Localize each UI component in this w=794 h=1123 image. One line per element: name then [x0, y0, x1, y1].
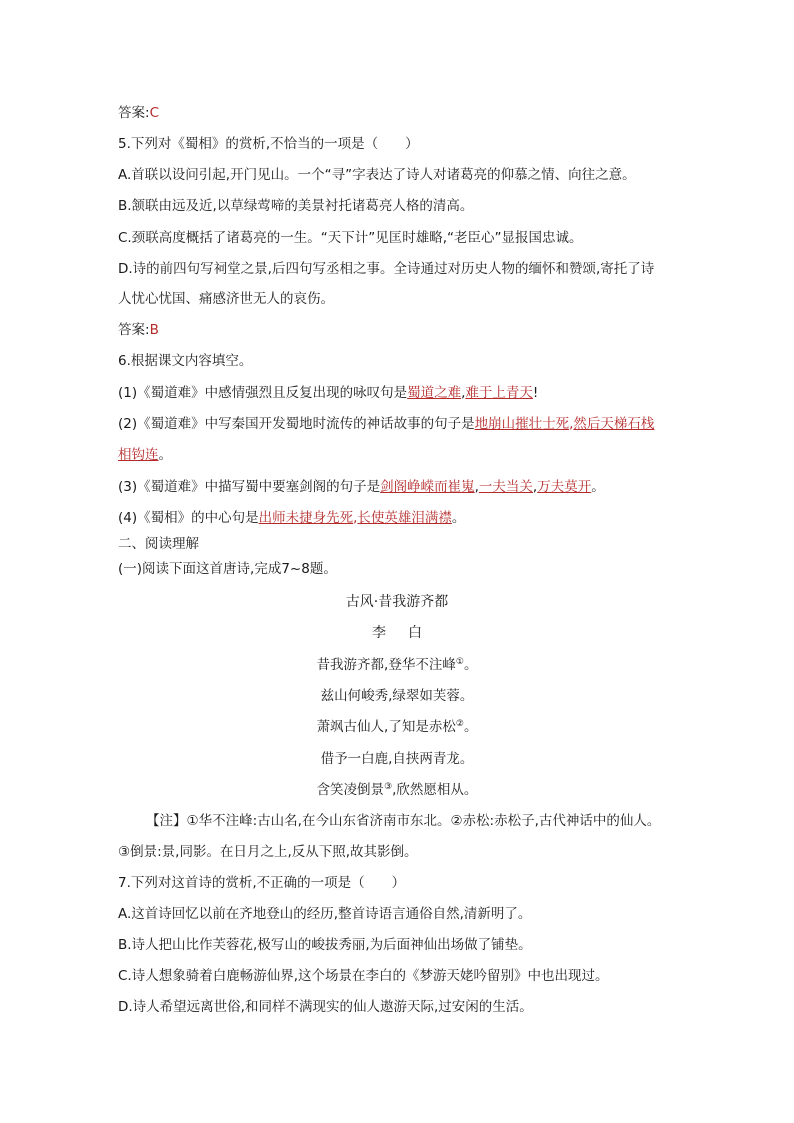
- q7-stem: 7.下列对这首诗的赏析,不正确的一项是（ ）: [118, 875, 406, 891]
- punct: 。: [591, 479, 605, 495]
- q5-option-b: B.颔联由远及近,以草绿莺啼的美景衬托诸葛亮人格的清高。: [118, 198, 474, 214]
- footnote-mark: ②: [455, 719, 464, 729]
- poem-text: 含笑凌倒景: [316, 782, 385, 798]
- item-text: (2)《蜀道难》中写秦国开发蜀地时流传的神话故事的句子是: [118, 416, 475, 432]
- q6-item-2-cont: [118, 446, 172, 464]
- q7-option-c: C.诗人想象骑着白鹿畅游仙界,这个场景在李白的《梦游天姥吟留别》中也出现过。: [118, 968, 609, 984]
- q6-item-1: [118, 384, 538, 402]
- q6-item-2: [118, 415, 654, 433]
- answer-value: B: [149, 322, 159, 338]
- q6-item-4: [118, 509, 465, 527]
- fill-answer: 难于上青天: [465, 385, 533, 401]
- fill-answer: 剑阁峥嵘而崔嵬: [380, 479, 475, 495]
- punct: ,: [353, 510, 358, 526]
- punct: ,: [532, 479, 538, 495]
- q5-option-c: C.颈联高度概括了诸葛亮的一生。“天下计”见匡时雄略,“老臣心”显报国忠诚。: [118, 230, 583, 246]
- punct: ,: [474, 479, 479, 495]
- punct: ,: [569, 416, 574, 432]
- q7-option-b: B.诗人把山比作芙蓉花,极写山的峻拔秀丽,为后面神仙出场做了铺垫。: [118, 937, 532, 953]
- section-heading: 二、阅读理解: [118, 536, 199, 552]
- author-char: 白: [408, 625, 422, 641]
- footnote-mark: ①: [455, 657, 464, 667]
- poem-line-4: 借予一白鹿,自挟两青龙。: [320, 751, 474, 767]
- q5-option-d-line2: 人忧心忧国、痛感济世无人的哀伤。: [118, 291, 334, 307]
- fill-answer: 长使英雄泪满襟: [357, 510, 452, 526]
- q6-item-3: [118, 478, 605, 496]
- fill-answer: 蜀道之难: [407, 385, 462, 401]
- fill-answer: 地崩山摧壮士死: [474, 416, 570, 432]
- answer-label: 答案:: [118, 105, 150, 121]
- q7-option-a: A.这首诗回忆以前在齐地登山的经历,整首诗语言通俗自然,清新明了。: [118, 906, 532, 922]
- poem-note-line1: 【注】①华不注峰:古山名,在今山东省济南市东北。②赤松:赤松子,古代神话中的仙人。: [146, 813, 661, 829]
- q5-option-d-line1: D.诗的前四句写祠堂之景,后四句写丞相之事。全诗通过对历史人物的缅怀和赞颂,寄托了诗: [118, 261, 655, 277]
- punct: 。: [463, 719, 478, 735]
- poem-title: 古风·昔我游齐都: [345, 594, 449, 610]
- punct: 。: [451, 510, 466, 526]
- fill-answer: 相钩连: [118, 447, 159, 463]
- punct: ,: [461, 385, 466, 401]
- poem-author: [0, 624, 794, 642]
- q5-option-a: A.首联以设问引起,开门见山。一个“寻”字表达了诗人对诸葛亮的仰慕之情、向往之意。: [118, 167, 636, 183]
- poem-text: 萧飒古仙人,了知是赤松: [316, 719, 456, 735]
- footnote-mark: ③: [384, 782, 393, 792]
- q5-answer: [118, 321, 159, 339]
- fill-answer: 然后天梯石栈: [573, 416, 655, 432]
- q7-option-d: D.诗人希望远离世俗,和同样不满现实的仙人遨游天际,过安闲的生活。: [118, 999, 533, 1015]
- poem-line-1: [0, 656, 794, 674]
- fill-answer: 出师未捷身先死: [258, 510, 354, 526]
- fill-answer: 万夫莫开: [537, 479, 592, 495]
- author-char: 李: [372, 625, 386, 641]
- q6-stem: 6.根据课文内容填空。: [118, 353, 253, 369]
- poem-text: 昔我游齐都,登华不注峰: [316, 657, 456, 673]
- answer-value: C: [149, 105, 159, 121]
- punct: !: [532, 385, 539, 401]
- poem-line-5: [0, 781, 794, 799]
- q4-answer: [118, 104, 159, 122]
- poem-line-2: 兹山何峻秀,绿翠如芙蓉。: [320, 688, 474, 704]
- answer-label: 答案:: [118, 322, 150, 338]
- punct: 。: [158, 447, 172, 463]
- item-text: (3)《蜀道难》中描写蜀中要塞剑阁的句子是: [118, 479, 381, 495]
- item-text: (1)《蜀道难》中感情强烈且反复出现的咏叹句是: [118, 385, 408, 401]
- poem-note-line2: ③倒景:景,同影。在日月之上,反从下照,故其影倒。: [118, 844, 418, 860]
- part-intro: (一)阅读下面这首唐诗,完成7~8题。: [118, 561, 337, 577]
- punct: ,欣然愿相从。: [392, 782, 478, 798]
- poem-line-3: [0, 718, 794, 736]
- punct: 。: [463, 657, 478, 673]
- q5-stem: 5.下列对《蜀相》的赏析,不恰当的一项是（ ）: [118, 136, 419, 152]
- fill-answer: 一夫当关: [478, 479, 533, 495]
- item-text: (4)《蜀相》的中心句是: [118, 510, 259, 526]
